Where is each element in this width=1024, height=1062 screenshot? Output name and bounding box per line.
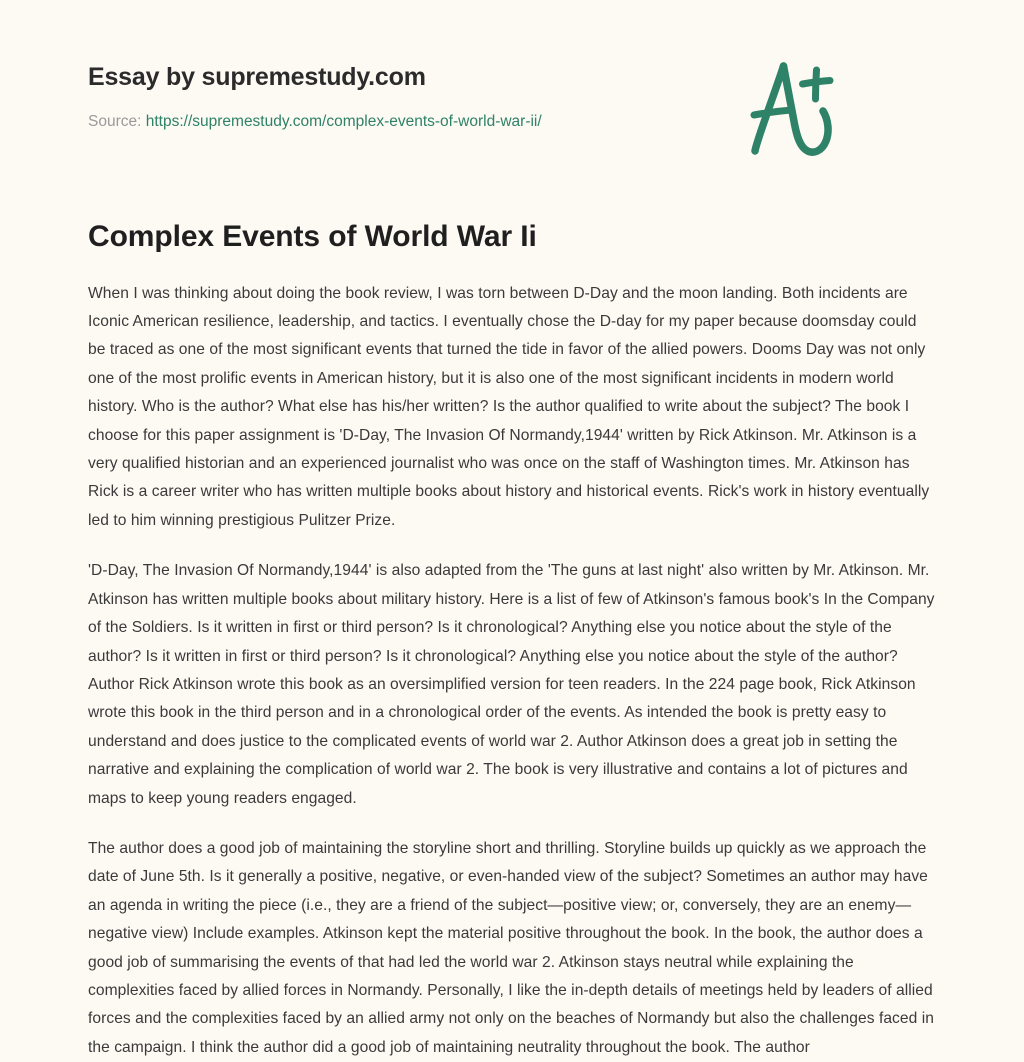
essay-body (88, 256, 936, 1062)
essay-paragraph: When I was thinking about doing the book review, I was torn between D-Day and the moon landing. Both incidents are Iconic American resilience, leadership, and tactics. I eventually chose the D-day for my paper because doomsday could be traced as one of the most significant events that turned the tide in favor of the allied powers. Dooms Day was not only one of the most prolific events in American history, but it is also one of the most significant incidents in modern world history. Who is the author? What else has his/her written? Is the author qualified to write about the subject? The book I choose for this paper assignment is 'D-Day, The Invasion Of Normandy,1944' written by Rick Atkinson. Mr. Atkinson is a very qualified historian and an experienced journalist who was once on the staff of Washington times. Mr. Atkinson has Rick is a career writer who has written multiple books about history and historical events. Rick's work in history eventually led to him winning prestigious Pulitzer Prize. (88, 284, 930, 529)
a-plus-logo (738, 52, 858, 172)
source-label: Source: (88, 113, 142, 130)
page-header (88, 0, 936, 132)
essay-paragraph: 'D-Day, The Invasion Of Normandy,1944' is also adapted from the 'The guns at last night' also written by Mr. Atkinson. Mr. Atkinson has written multiple books about military history. Here is a list of few of Atkinson's famous book's In the Company of the Soldiers. Is it written in first or third person? Is it chronological? Anything else you notice about the style of the author? Is it written in first or third person? Is it chronological? Anything else you notice about the style of the author? Author Rick Atkinson wrote this book as an oversimplified version for teen readers. In the 224 page book, Rick Atkinson wrote this book in the third person and in a chronological order of the events. As intended the book is pretty easy to understand and does justice to the complicated events of world war 2. Author Atkinson does a great job in setting the narrative and explaining the complication of world war 2. The book is very illustrative and contains a lot of pictures and maps to keep young readers engaged. (88, 562, 935, 807)
page-title: Complex Events of World War Ii (88, 220, 537, 254)
source-url-link[interactable]: https://supremestudy.com/complex-events-of-world-war-ii/ (145, 113, 542, 130)
a-plus-logo-icon (738, 52, 858, 172)
essay-byline: Essay by supremestudy.com (88, 63, 426, 91)
essay-paragraph: The author does a good job of maintaining the storyline short and thrilling. Storyline builds up quickly as we approach the date of June 5th. Is it generally a positive, negative, or even-handed view of the subject? Sometimes an author may have an agenda in writing the piece (i.e., they are a friend of the subject—positive view; or, conversely, they are an enemy—negative view) Include examples. Atkinson kept the material positive throughout the book. In the book, the author does a good job of summarising the events of that had led the world war 2. Atkinson stays neutral while explaining the complexities faced by allied forces in Normandy. Personally, I like the in-depth details of meetings held by leaders of allied forces and the complexities faced by an allied army not only on the beaches of Normandy but also the challenges faced in the campaign. I think the author did a good job of maintaining neutrality throughout the book. The author (88, 839, 934, 1056)
